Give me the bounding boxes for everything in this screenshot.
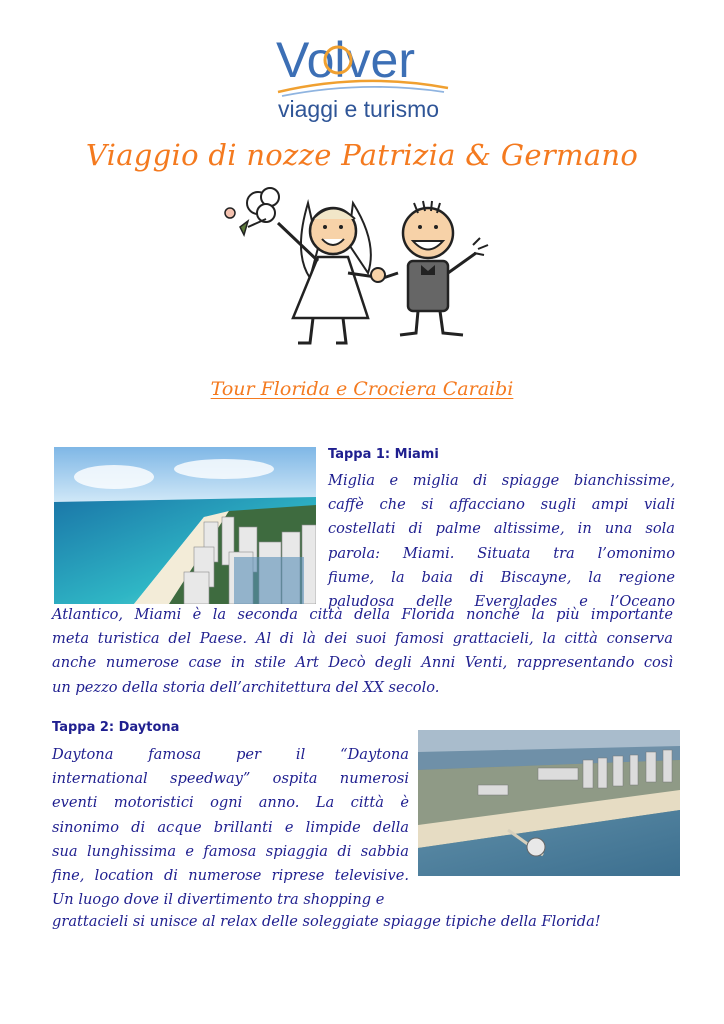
page-title: Viaggio di nozze Patrizia & Germano (85, 138, 639, 172)
text-line: sinonimo di acque brillanti e limpide della (52, 818, 409, 836)
text-line: Daytona famosa per il “Daytona (52, 746, 409, 763)
stage-2-text-wide (52, 910, 652, 934)
text-line: parola: Miami. Situata tra l’omonimo (328, 544, 675, 562)
text-line: anche numerose case in stile Art Decò degli Anni Venti, rappresentando così (52, 654, 673, 672)
bouquet-icon (225, 188, 279, 235)
text-line: fiume, la baia di Biscayne, la regione (328, 568, 675, 586)
stage-1-text-wide (52, 603, 673, 700)
tour-subtitle-text: Tour Florida e Crociera Caraibi (210, 378, 514, 400)
text-line: meta turistica del Paese. Al di là dei suoi famosi grattacieli, la città conserva (52, 630, 673, 648)
logo-tagline: viaggi e turismo (278, 96, 440, 122)
logo-wave-icon (282, 87, 444, 96)
text-line: fine, location di numerose riprese televisive. (52, 867, 409, 885)
text-line: paludosa delle Everglades e l’Oceano (328, 593, 675, 611)
text-line: eventi motoristici ogni anno. La città è (52, 794, 409, 812)
text-line: sua lunghissima e famosa spiaggia di sabbia (52, 842, 409, 860)
volver-logo (268, 22, 458, 122)
logo-brand-text: Volver (276, 32, 415, 88)
daytona-aerial-photo (418, 730, 680, 876)
stage-2-text-narrow (52, 743, 409, 912)
logo-mark (268, 22, 458, 122)
miami-beach-photo (54, 447, 316, 604)
tour-subtitle (0, 378, 724, 400)
wedding-couple-illustration (218, 183, 508, 353)
text-line: costellati di palme altissime, in una sola (328, 520, 675, 538)
text-line: Miglia e miglia di spiagge bianchissime, (328, 472, 675, 489)
stage-2-heading: Tappa 2: Daytona (52, 720, 180, 735)
stage-1-heading: Tappa 1: Miami (328, 447, 439, 462)
text-line: grattacieli si unisce al relax delle soleggiate spiagge tipiche della Florida! (52, 913, 601, 930)
text-line: Atlantico, Miami è la seconda città della Florida nonché la più importante (52, 606, 673, 623)
text-line: un pezzo della storia dell’architettura del XX secolo. (52, 678, 440, 696)
groom-suit (408, 261, 448, 311)
stage-1-text-narrow (328, 469, 675, 614)
text-line: Un luogo dove il divertimento tra shopping e (52, 891, 385, 909)
text-line: caffè che si affacciano sugli ampi viali (328, 496, 675, 514)
text-line: international speedway” ospita numerosi (52, 770, 409, 788)
